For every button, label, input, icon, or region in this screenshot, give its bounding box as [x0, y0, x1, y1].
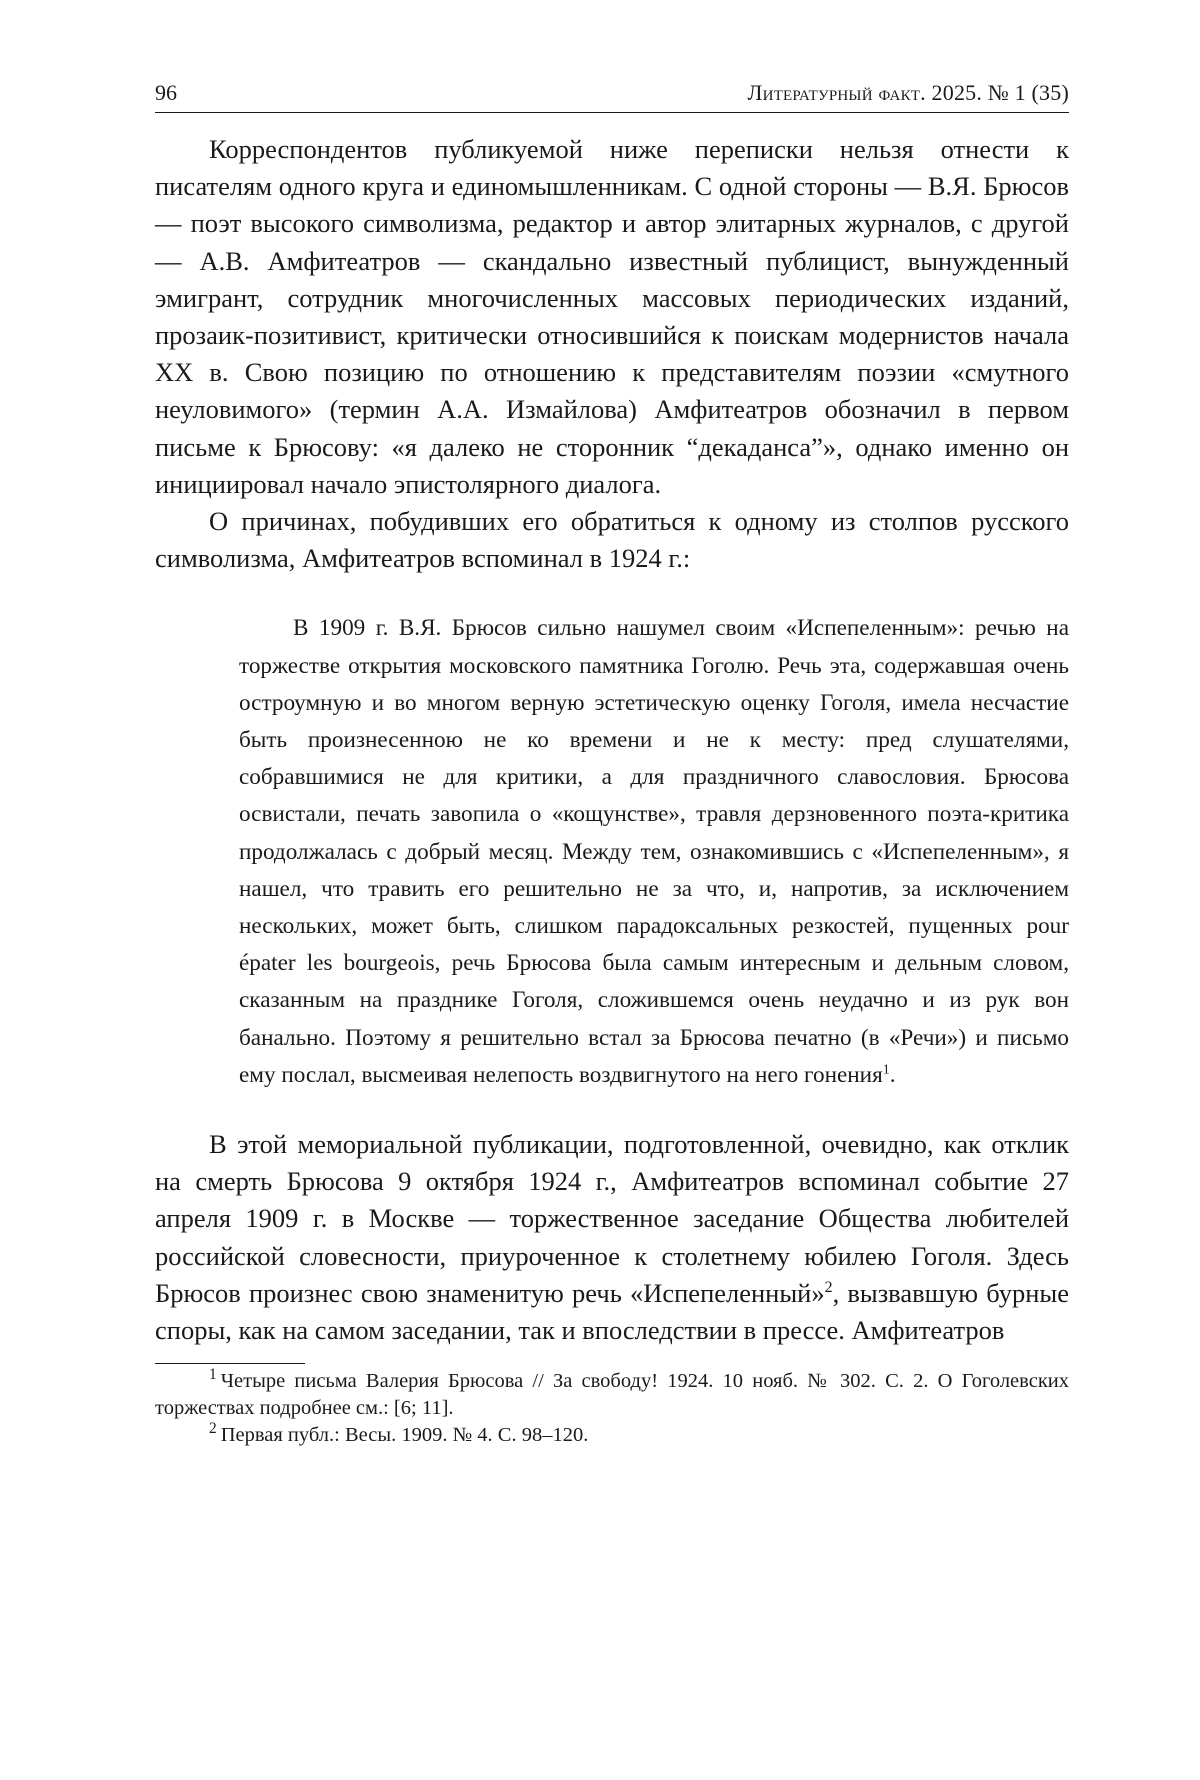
footnote-2: [155, 1422, 1069, 1449]
footnote-ref-1[interactable]: 1: [882, 1062, 890, 1078]
footnote-ref-2[interactable]: 2: [824, 1279, 833, 1297]
block-quote-text: В 1909 г. В.Я. Брюсов сильно нашумел своим «Испепеленным»: речью на торжестве открытия московского памятника Гоголю. Речь эта, содержавшая очень остроумную и во многом верную эстетическую оценку Гоголя, имела несчастие быть произнесенною не ко времени и не к месту: пред слушателями, собравшимися не для критики, а для праздничного славословия. Брюсова освистали, печать завопила о «кощунстве», травля дерзновенного поэта-критика продолжалась с добрый месяц. Между тем, ознакомившись с «Испепеленным», я нашел, что травить его решительно не за что, и, напротив, за исключением нескольких, может быть, слишком парадоксальных резкостей, пущенных pour épater les bourgeois, речь Брюсова была самым интересным и дельным словом, сказанным на празднике Гоголя, сложившемся очень неудачно и из рук вон банально. Поэтому я решительно встал за Брюсова печатно (в «Речи») и письмо ему послал, высмеивая нелепость воздвигнутого на него гонения: [239, 615, 1069, 1088]
footnote-1: [155, 1368, 1069, 1422]
paragraph-memorial-text-b: , вызвавшую бурные споры, как на самом заседании, так и впоследствии в прессе. Амфитеатров: [155, 1277, 1069, 1346]
footnote-1-text: Четыре письма Валерия Брюсова // За свободу! 1924. 10 нояб. № 302. С. 2. О Гоголевских торжествах подробнее см.: [6; 11].: [155, 1370, 1069, 1420]
footnote-1-number: 1: [209, 1366, 217, 1384]
footnote-2-number: 2: [209, 1420, 217, 1438]
paragraph-memorial-text-a: В этой мемориальной публикации, подготовленной, очевидно, как отклик на смерть Брюсова 9 октября 1924 г., Амфитеатров вспоминал событие 27 апреля 1909 г. в Москве — торжественное заседание Общества любителей российской словесности, приуроченное к столетнему юбилею Гоголя. Здесь Брюсов произнес свою знаменитую речь «Испепеленный»: [155, 1129, 1069, 1308]
block-quote: [239, 610, 1069, 1094]
footnote-divider: [155, 1363, 305, 1364]
paragraph-reasons: О причинах, побудивших его обратиться к одному из столпов русского символизма, Амфитеатров вспоминал в 1924 г.:: [155, 506, 1069, 574]
book-page: [155, 80, 1069, 1449]
page-number: 96: [155, 80, 177, 105]
running-title: Литературный факт. 2025. № 1 (35): [747, 80, 1069, 105]
paragraph-intro: Корреспондентов публикуемой ниже переписки нельзя отнести к писателям одного круга и единомышленникам. С одной стороны — В.Я. Брюсов — поэт высокого символизма, редактор и автор элитарных журналов, с другой — А.В. Амфитеатров — скандально известный публицист, вынужденный эмигрант, сотрудник многочисленных массовых периодических изданий, прозаик-позитивист, критически относившийся к поискам модернистов начала XX в. Свою позицию по отношению к представителям поэзии «смутного неуловимого» (термин А.А. Измайлова) Амфитеатров обозначил в первом письме к Брюсову: «я далеко не сторонник “декаданса”», однако именно он инициировал начало эпистолярного диалога.: [155, 134, 1069, 499]
footnote-2-text: Первая публ.: Весы. 1909. № 4. С. 98–120.: [220, 1424, 589, 1447]
running-head: [155, 80, 1069, 113]
block-quote-end: .: [889, 1061, 896, 1088]
paragraph-memorial: [155, 1126, 1069, 1349]
